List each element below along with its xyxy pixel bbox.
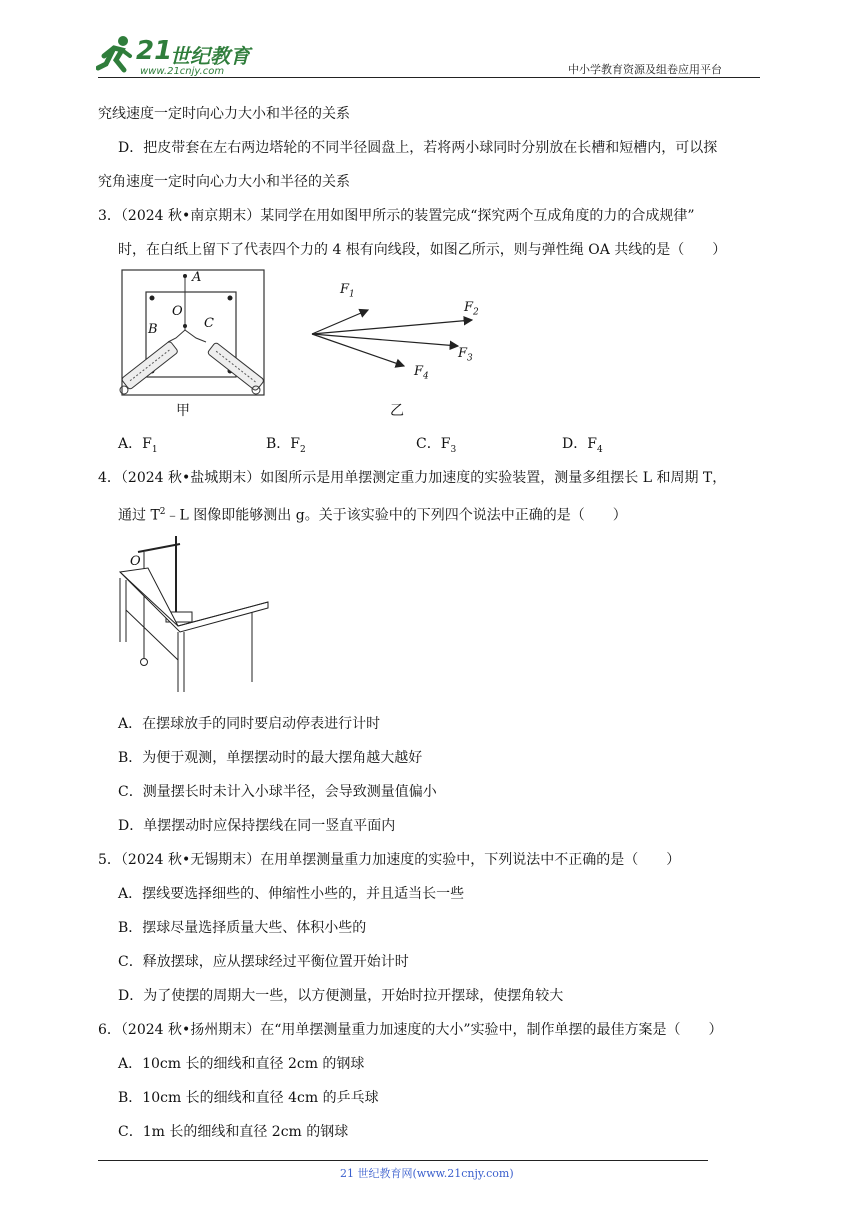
force-f4-label: $F_4$ (414, 364, 429, 382)
option-a[interactable]: A．$F_1$ (118, 436, 158, 455)
question-5-stem: 5．（2024 秋•无锡期末）在用单摆测量重力加速度的实验中，下列说法中不正确的是（ ） (98, 852, 681, 868)
option-b[interactable]: B．为便于观测，单摆摆动时的最大摆角越大越好 (118, 750, 423, 766)
figure-a-caption: 甲 (176, 403, 190, 419)
logo (96, 32, 266, 78)
option-c[interactable]: C．$F_3$ (416, 436, 457, 455)
option-d[interactable]: D．单摆摆动时应保持摆线在同一竖直平面内 (118, 818, 396, 834)
option-d[interactable]: D．$F_4$ (562, 436, 603, 455)
logo-number: 21 (136, 36, 173, 66)
logo-cn: 世纪教育 (170, 44, 250, 68)
figure-forces (308, 278, 488, 418)
footer-text: 21 世纪教育网(www.21cnjy.com) (340, 1167, 514, 1180)
figure-apparatus (118, 268, 268, 418)
force-f3-label: $F_3$ (458, 346, 473, 364)
option-d[interactable]: D．为了使摆的周期大一些，以方便测量，开始时拉开摆球，使摆角较大 (118, 988, 564, 1004)
option-a[interactable]: A．摆线要选择细些的、伸缩性小些的，并且适当长一些 (118, 886, 465, 902)
force-f1-label: $F_1$ (340, 282, 355, 300)
label-b: B (148, 322, 158, 337)
pendulum-label-o: O (130, 554, 141, 569)
figure-b-caption: 乙 (390, 403, 404, 419)
question-3-options (118, 434, 678, 454)
option-c[interactable]: C．测量摆长时未计入小球半径，会导致测量值偏小 (118, 784, 437, 800)
question-4-stem: 通过 $T^2﹣L$ 图像即能够测出 g。关于该实验中的下列四个说法中正确的是（ ） (118, 507, 627, 524)
text-line: 究角速度一定时向心力大小和半径的关系 (98, 174, 350, 190)
apparatus-drawing (118, 268, 268, 398)
option-c[interactable]: C．释放摆球，应从摆球经过平衡位置开始计时 (118, 954, 409, 970)
header-rule (98, 77, 760, 78)
option-b[interactable]: B．10cm 长的细线和直径 4cm 的乒乓球 (118, 1090, 379, 1106)
label-c: C (204, 316, 214, 331)
question-3-stem: 时，在白纸上留下了代表四个力的 4 根有向线段，如图乙所示，则与弹性绳 OA 共线的是（ ） (118, 242, 727, 258)
question-6-stem: 6．（2024 秋•扬州期末）在“用单摆测量重力加速度的大小”实验中，制作单摆的最佳方案是（ ） (98, 1022, 723, 1038)
pendulum-drawing (118, 532, 278, 697)
header-platform: 中小学教育资源及组卷应用平台 (568, 63, 722, 76)
option-c[interactable]: C．1m 长的细线和直径 2cm 的钢球 (118, 1124, 349, 1140)
footer-rule (98, 1160, 708, 1161)
option-a[interactable]: A．10cm 长的细线和直径 2cm 的钢球 (118, 1056, 365, 1072)
question-4-stem: 4．（2024 秋•盐城期末）如图所示是用单摆测定重力加速度的实验装置，测量多组摆长 L 和周期 T， (98, 470, 727, 486)
logo-url: www.21cnjy.com (140, 66, 225, 77)
question-3-stem: 3．（2024 秋•南京期末）某同学在用如图甲所示的装置完成“探究两个互成角度的力的合成规律” (98, 208, 695, 224)
label-a: A (192, 270, 202, 285)
option-a[interactable]: A．在摆球放手的同时要启动停表进行计时 (118, 716, 381, 732)
runner-icon (96, 34, 136, 74)
figure-pendulum (118, 532, 278, 697)
option-b[interactable]: B．$F_2$ (266, 436, 306, 455)
force-f2-label: $F_2$ (464, 300, 479, 318)
option-b[interactable]: B．摆球尽量选择质量大些、体积小些的 (118, 920, 367, 936)
text-line: D．把皮带套在左右两边塔轮的不同半径圆盘上，若将两小球同时分别放在长槽和短槽内，可以探 (118, 140, 718, 156)
force-vectors (308, 278, 488, 388)
label-o: O (172, 304, 183, 319)
text-line: 究线速度一定时向心力大小和半径的关系 (98, 106, 350, 122)
